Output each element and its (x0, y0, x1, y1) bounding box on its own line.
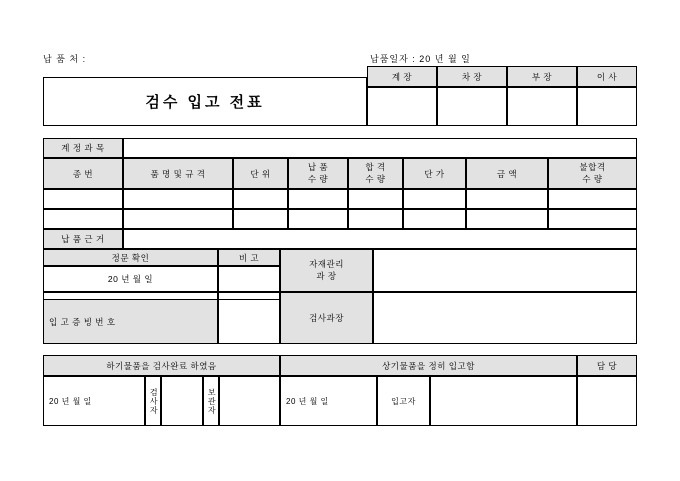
account-subject-label: 계 정 과 목 (43, 138, 123, 158)
approval-sign-chajang[interactable] (437, 87, 507, 126)
table-row[interactable] (123, 209, 233, 229)
remark-label: 비 고 (218, 249, 280, 266)
inspection-chief-value[interactable] (373, 292, 637, 344)
items-col-passed-qty (348, 158, 403, 189)
gate-confirm-date[interactable]: 20 년 월 일 (43, 266, 218, 292)
material-mgmt-label (280, 249, 373, 292)
delivery-basis-value[interactable] (123, 229, 637, 249)
footer-charge-value[interactable] (577, 376, 637, 426)
approval-col-gyejang: 계 장 (367, 66, 437, 87)
table-row[interactable] (548, 209, 637, 229)
items-col-delivered-qty (288, 158, 348, 189)
items-col-rejected-qty-l1: 불합격 (579, 162, 606, 173)
items-col-code: 종 번 (43, 158, 123, 189)
items-col-rejected-qty (548, 158, 637, 189)
receiver-label: 입고자 (377, 376, 430, 426)
items-col-passed-qty-l2: 수 량 (365, 173, 386, 184)
footer-left-date[interactable]: 20 년 월 일 (43, 376, 145, 426)
supplier-label: 납 품 처 : (43, 54, 87, 64)
material-mgmt-value[interactable] (373, 249, 637, 292)
delivery-date-label: 납품일자 : 20 년 월 일 (370, 54, 471, 64)
table-row[interactable] (403, 189, 466, 209)
table-row[interactable] (43, 189, 123, 209)
table-row[interactable] (466, 189, 548, 209)
items-col-name: 품 명 및 규 격 (123, 158, 233, 189)
receipt-no-label: 입 고 증 빙 번 호 (43, 299, 218, 344)
inspection-chief-label: 검사과장 (280, 292, 373, 344)
table-row[interactable] (548, 189, 637, 209)
footer-right-date[interactable]: 20 년 월 일 (280, 376, 377, 426)
table-row[interactable] (233, 189, 288, 209)
delivery-basis-label: 납 품 근 거 (43, 229, 123, 249)
table-row[interactable] (288, 189, 348, 209)
items-col-unit: 단 위 (233, 158, 288, 189)
items-col-passed-qty-l1: 합 격 (365, 162, 386, 173)
inspector-label-text: 검사자 (149, 387, 159, 415)
receiver-value[interactable] (430, 376, 577, 426)
approval-col-bujang: 부 장 (507, 66, 577, 87)
keeper-label-text: 보관자 (207, 387, 217, 415)
table-row[interactable] (43, 209, 123, 229)
receipt-no-value[interactable] (218, 299, 280, 344)
table-row[interactable] (123, 189, 233, 209)
items-col-amount: 금 액 (466, 158, 548, 189)
table-row[interactable] (403, 209, 466, 229)
footer-charge-header: 담 당 (577, 355, 637, 376)
items-col-unit-price: 단 가 (403, 158, 466, 189)
table-row[interactable] (233, 209, 288, 229)
material-mgmt-label-l1: 자재관리 (309, 259, 344, 270)
inspector-label (145, 376, 161, 426)
account-subject-value[interactable] (123, 138, 637, 158)
table-row[interactable] (348, 209, 403, 229)
approval-sign-gyejang[interactable] (367, 87, 437, 126)
form-title: 검수 입고 전표 (43, 77, 367, 126)
table-row[interactable] (466, 209, 548, 229)
inspector-value[interactable] (161, 376, 203, 426)
approval-col-isa: 이 사 (577, 66, 637, 87)
approval-sign-bujang[interactable] (507, 87, 577, 126)
remark-value[interactable] (218, 266, 280, 292)
keeper-value[interactable] (219, 376, 280, 426)
footer-left-header: 하기물품을 검사완료 하였음 (43, 355, 280, 376)
items-col-delivered-qty-l2: 수 량 (307, 173, 329, 184)
footer-right-header: 상기물품을 정히 입고함 (280, 355, 577, 376)
table-row[interactable] (288, 209, 348, 229)
items-col-delivered-qty-l1: 납 품 (307, 162, 329, 173)
material-mgmt-label-l2: 과 장 (316, 270, 337, 281)
approval-sign-isa[interactable] (577, 87, 637, 126)
table-row[interactable] (348, 189, 403, 209)
keeper-label (203, 376, 219, 426)
gate-confirm-label: 정문 확인 (43, 249, 218, 266)
items-col-rejected-qty-l2: 수 량 (582, 173, 603, 184)
approval-col-chajang: 차 장 (437, 66, 507, 87)
